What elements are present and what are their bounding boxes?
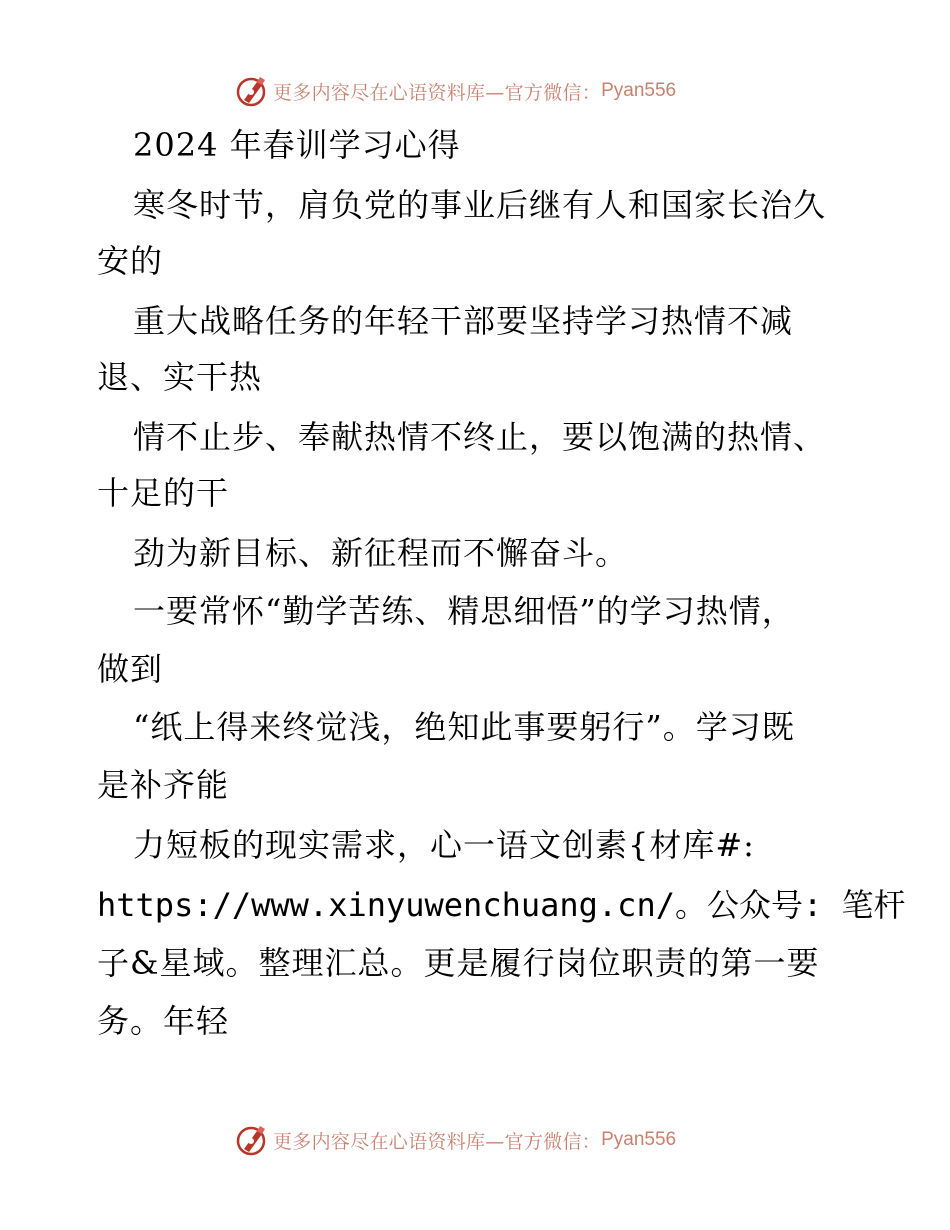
- text-line: 务。年轻: [97, 1002, 230, 1040]
- text-line: 十足的干: [97, 474, 230, 512]
- text-line: 安的: [97, 242, 164, 280]
- watermark-text: 更多内容尽在心语资料库—官方微信：: [273, 1130, 602, 1153]
- text-line: 情不止步、奉献热情不终止，要以饱满的热情、: [133, 418, 827, 456]
- document-title: 2024 年春训学习心得: [133, 126, 461, 164]
- watermark-text: 更多内容尽在心语资料库—官方微信：: [273, 81, 602, 104]
- text-line: 劲为新目标、新征程而不懈奋斗。: [133, 534, 629, 572]
- text-line: 退、实干热: [97, 358, 263, 396]
- pen-logo-icon: [235, 1123, 269, 1157]
- watermark-wechat-id: Pyan556: [601, 80, 677, 101]
- text-line: 做到: [97, 650, 164, 688]
- text-line: 寒冬时节，肩负党的事业后继有人和国家长治久: [133, 186, 827, 224]
- header-watermark: [235, 73, 676, 109]
- footer-watermark: [235, 1122, 676, 1158]
- pen-logo-icon: [235, 74, 269, 108]
- text-line: 是补齐能: [97, 766, 230, 804]
- text-line: 子&星域。整理汇总。更是履行岗位职责的第一要: [97, 944, 820, 982]
- text-line: 重大战略任务的年轻干部要坚持学习热情不减: [133, 302, 794, 340]
- text-line-url: https://www.xinyuwenchuang.cn/。公众号: 笔杆: [97, 886, 906, 924]
- text-line: 一要常怀“勤学苦练、精思细悟”的学习热情，: [133, 592, 795, 630]
- text-line: 力短板的现实需求，心一语文创素{材库#:: [133, 826, 755, 864]
- text-line: “纸上得来终觉浅，绝知此事要躬行”。学习既: [133, 708, 795, 746]
- watermark-wechat-id: Pyan556: [601, 1129, 677, 1150]
